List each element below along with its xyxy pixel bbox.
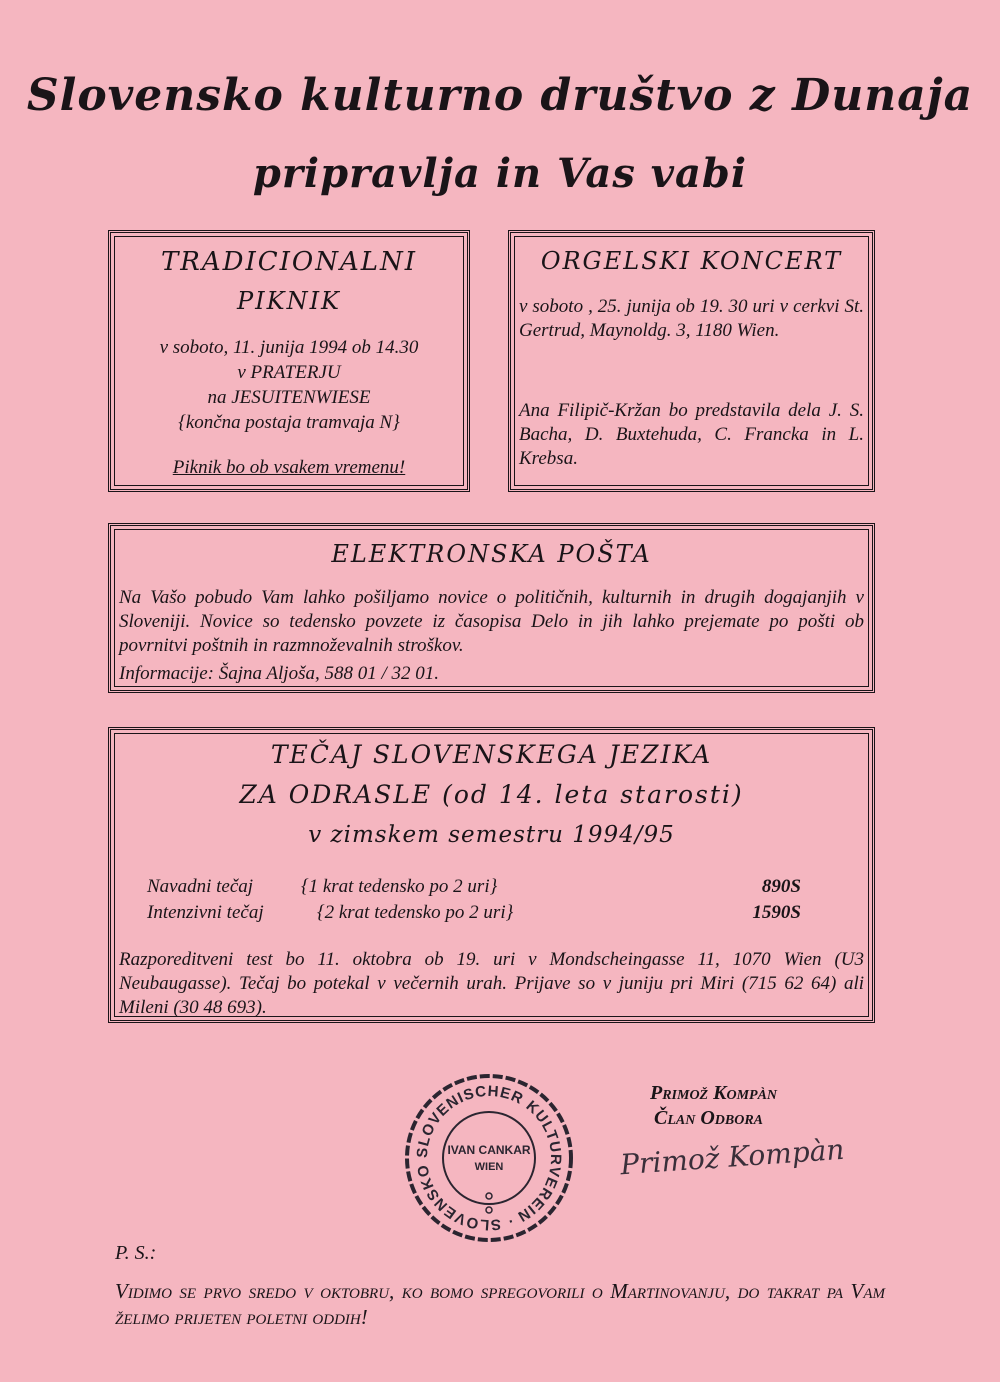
tecaj-box — [108, 727, 875, 1023]
course-name: Navadni tečaj — [147, 876, 254, 897]
piknik-box — [108, 230, 470, 492]
ps-text: Vidimo se prvo sredo v oktobru, ko bomo spregovorili o Martinovanju, do takrat pa Vam želimo prijeten poletni oddih! — [115, 1279, 885, 1329]
posta-info: Informacije: Šajna Aljoša, 588 01 / 32 01. — [119, 663, 439, 684]
course-name: Intenzivni tečaj — [147, 902, 264, 923]
posta-box — [108, 523, 875, 693]
piknik-weather: Piknik bo ob vsakem vremenu! — [172, 457, 406, 478]
course-price: 1590S — [752, 902, 801, 923]
signature-name: Primož Kompàn — [650, 1082, 778, 1104]
signature-role: Član Odbora — [654, 1107, 764, 1129]
koncert-program: Ana Filipič-Kržan bo predstavila dela J. S. Bacha, D. Buxtehuda, C. Francka in L. Krebsa. — [519, 400, 864, 469]
stamp-center-2: WIEN — [474, 1161, 504, 1173]
koncert-box — [508, 230, 875, 492]
piknik-place-1: v PRATERJU — [237, 362, 341, 383]
piknik-title-2: PIKNIK — [237, 287, 341, 315]
piknik-place-2: na JESUITENWIESE — [207, 387, 371, 408]
association-stamp — [403, 1072, 575, 1244]
header-title: Slovensko kulturno društvo z Dunaja — [26, 70, 974, 121]
tecaj-text: Razporeditveni test bo 11. oktobra ob 19. uri v Mondscheingasse 11, 1070 Wien (U3 Neubaugasse). Tečaj bo potekal v večernih urah. Prijave so v juniju pri Miri (715 62 64) ali Mileni (30 48 693). — [119, 949, 864, 1018]
signature-block — [619, 1082, 860, 1182]
postscript — [115, 1242, 885, 1330]
posta-text: Na Vašo pobudo Vam lahko pošiljamo novice o političnih, kulturnih in drugih dogajanjih v Sloveniji. Novice so tedensko povzete iz časopisa Delo in jih lahko prejemate po pošti ob povrnitvi poštnih in razmnoževalnih stroškov. — [119, 587, 864, 656]
piknik-title-1: TRADICIONALNI — [160, 247, 418, 277]
header-subtitle: pripravlja in Vas vabi — [252, 150, 748, 197]
handwritten-signature: Primož Kompàn — [619, 1132, 846, 1182]
koncert-details: v soboto , 25. junija ob 19. 30 uri v cerkvi St. Gertrud, Maynoldg. 3, 1180 Wien. — [519, 296, 864, 341]
tecaj-title-3: v zimskem semestru 1994/95 — [308, 822, 675, 848]
tecaj-title-1: TEČAJ SLOVENSKEGA JEZIKA — [270, 740, 713, 769]
ps-label: P. S.: — [115, 1242, 157, 1264]
course-desc: {2 krat tedensko po 2 uri} — [317, 902, 514, 923]
piknik-note: {končna postaja tramvaja N} — [178, 412, 400, 433]
posta-title: ELEKTRONSKA POŠTA — [331, 540, 652, 568]
tecaj-title-2: ZA ODRASLE (od 14. leta starosti) — [239, 780, 744, 809]
piknik-date: v soboto, 11. junija 1994 ob 14.30 — [159, 337, 419, 358]
course-price: 890S — [761, 876, 801, 897]
course-desc: {1 krat tedensko po 2 uri} — [301, 876, 498, 897]
stamp-ring-text: SLOVENISCHER KULTURVEREIN · SLOVENSKO — [413, 1082, 565, 1234]
stamp-center-1: IVAN CANKAR — [447, 1143, 531, 1157]
koncert-title: ORGELSKI KONCERT — [540, 247, 843, 275]
